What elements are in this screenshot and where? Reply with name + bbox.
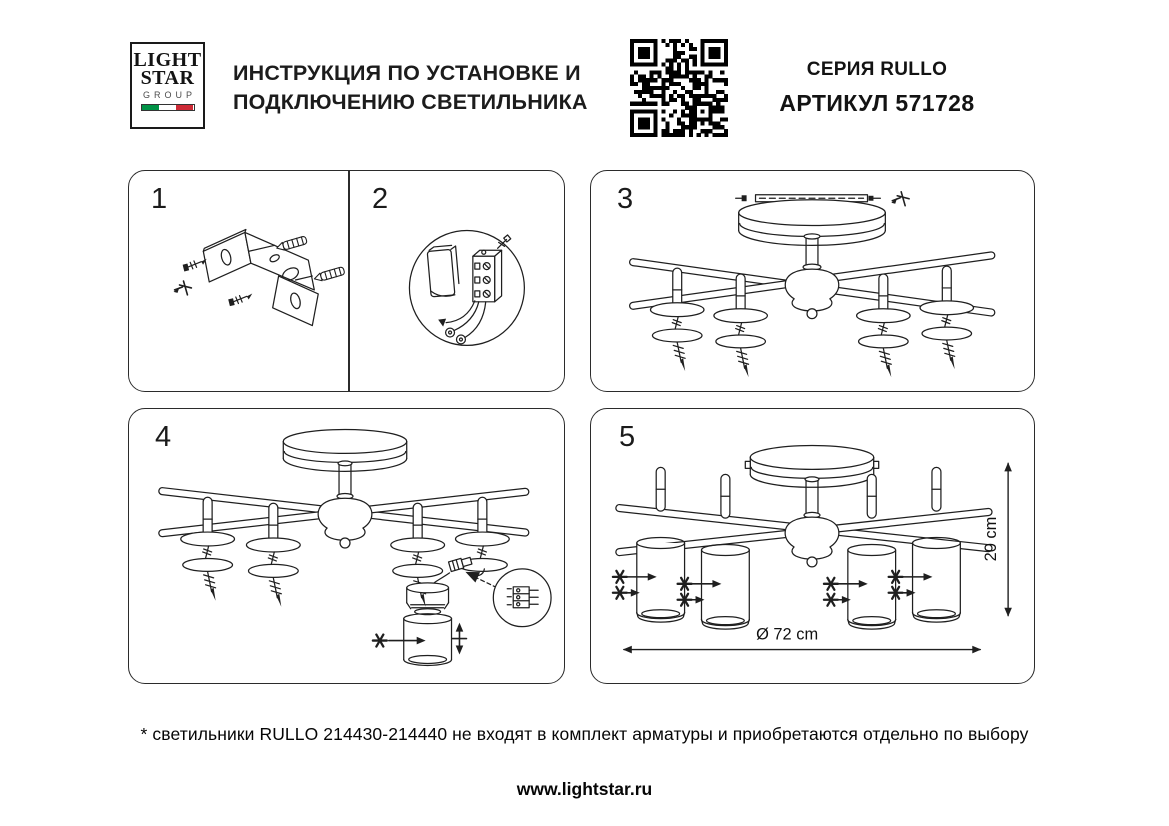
step-number-1: 1 <box>151 183 168 215</box>
wall-plug-icon <box>313 267 345 283</box>
hub-drawing <box>785 269 839 319</box>
website-url: www.lightstar.ru <box>516 778 653 799</box>
lamp-shade-drawing <box>848 474 896 629</box>
step-number-2: 2 <box>372 183 389 215</box>
terminal-block-detail <box>493 569 551 627</box>
product-info <box>752 59 1002 117</box>
screw-icon <box>228 292 254 306</box>
hub-drawing <box>785 517 839 567</box>
up-down-arrow-icon <box>453 623 467 655</box>
diameter-dimension <box>623 626 981 654</box>
lamp-shade-drawing <box>913 467 961 622</box>
screw-icon <box>891 192 909 206</box>
wall-plug-icon <box>276 236 308 252</box>
panel-step4 <box>128 408 565 684</box>
logo-text-group: GROUP <box>142 90 196 100</box>
panel-step5 <box>590 408 1035 684</box>
lamp-holder-drawing <box>650 268 704 371</box>
step-number-4: 4 <box>155 421 172 453</box>
hub-drawing <box>318 498 372 548</box>
step4-diagram <box>129 409 564 683</box>
panel-step3 <box>590 170 1035 392</box>
lightstar-logo <box>130 42 205 129</box>
diameter-label: Ø 72 cm <box>756 625 819 644</box>
article-label: АРТИКУЛ 571728 <box>779 90 975 116</box>
lamp-shade-drawing <box>404 583 452 666</box>
wiring-detail-drawing <box>409 230 524 345</box>
step1-step2-diagram <box>129 171 564 391</box>
logo-text-light: LIGHT <box>133 49 202 71</box>
screw-icon <box>174 281 192 295</box>
title-line-2: ПОДКЛЮЧЕНИЮ СВЕТИЛЬНИКА <box>233 89 588 114</box>
panel-step1-step2 <box>128 170 565 392</box>
step5-diagram <box>591 409 1034 683</box>
height-label: 20 cm <box>982 516 1001 562</box>
title-line-1: ИНСТРУКЦИЯ ПО УСТАНОВКЕ И <box>233 61 581 85</box>
lamp-shade-drawing <box>702 474 750 629</box>
qr-code <box>630 39 728 137</box>
lamp-holder-drawing <box>920 266 974 369</box>
series-label: СЕРИЯ RULLO <box>806 59 948 80</box>
lamp-holder-drawing <box>181 497 235 601</box>
footnote: * светильники RULLO 214430-214440 не входят в комплект арматуры и приобретаются отдельно по выбору <box>140 723 1029 744</box>
lamp-holder-drawing <box>857 274 911 377</box>
step-number-5: 5 <box>619 421 636 453</box>
italian-flag-icon <box>141 104 195 111</box>
stem-drawing <box>803 234 821 270</box>
height-dimension <box>982 462 1012 616</box>
logo-text-star: STAR <box>140 67 195 89</box>
panel-divider <box>348 171 350 391</box>
page-title <box>233 59 588 116</box>
step3-diagram <box>591 171 1034 391</box>
mounting-bracket-drawing <box>174 229 345 325</box>
step-number-3: 3 <box>617 183 634 215</box>
